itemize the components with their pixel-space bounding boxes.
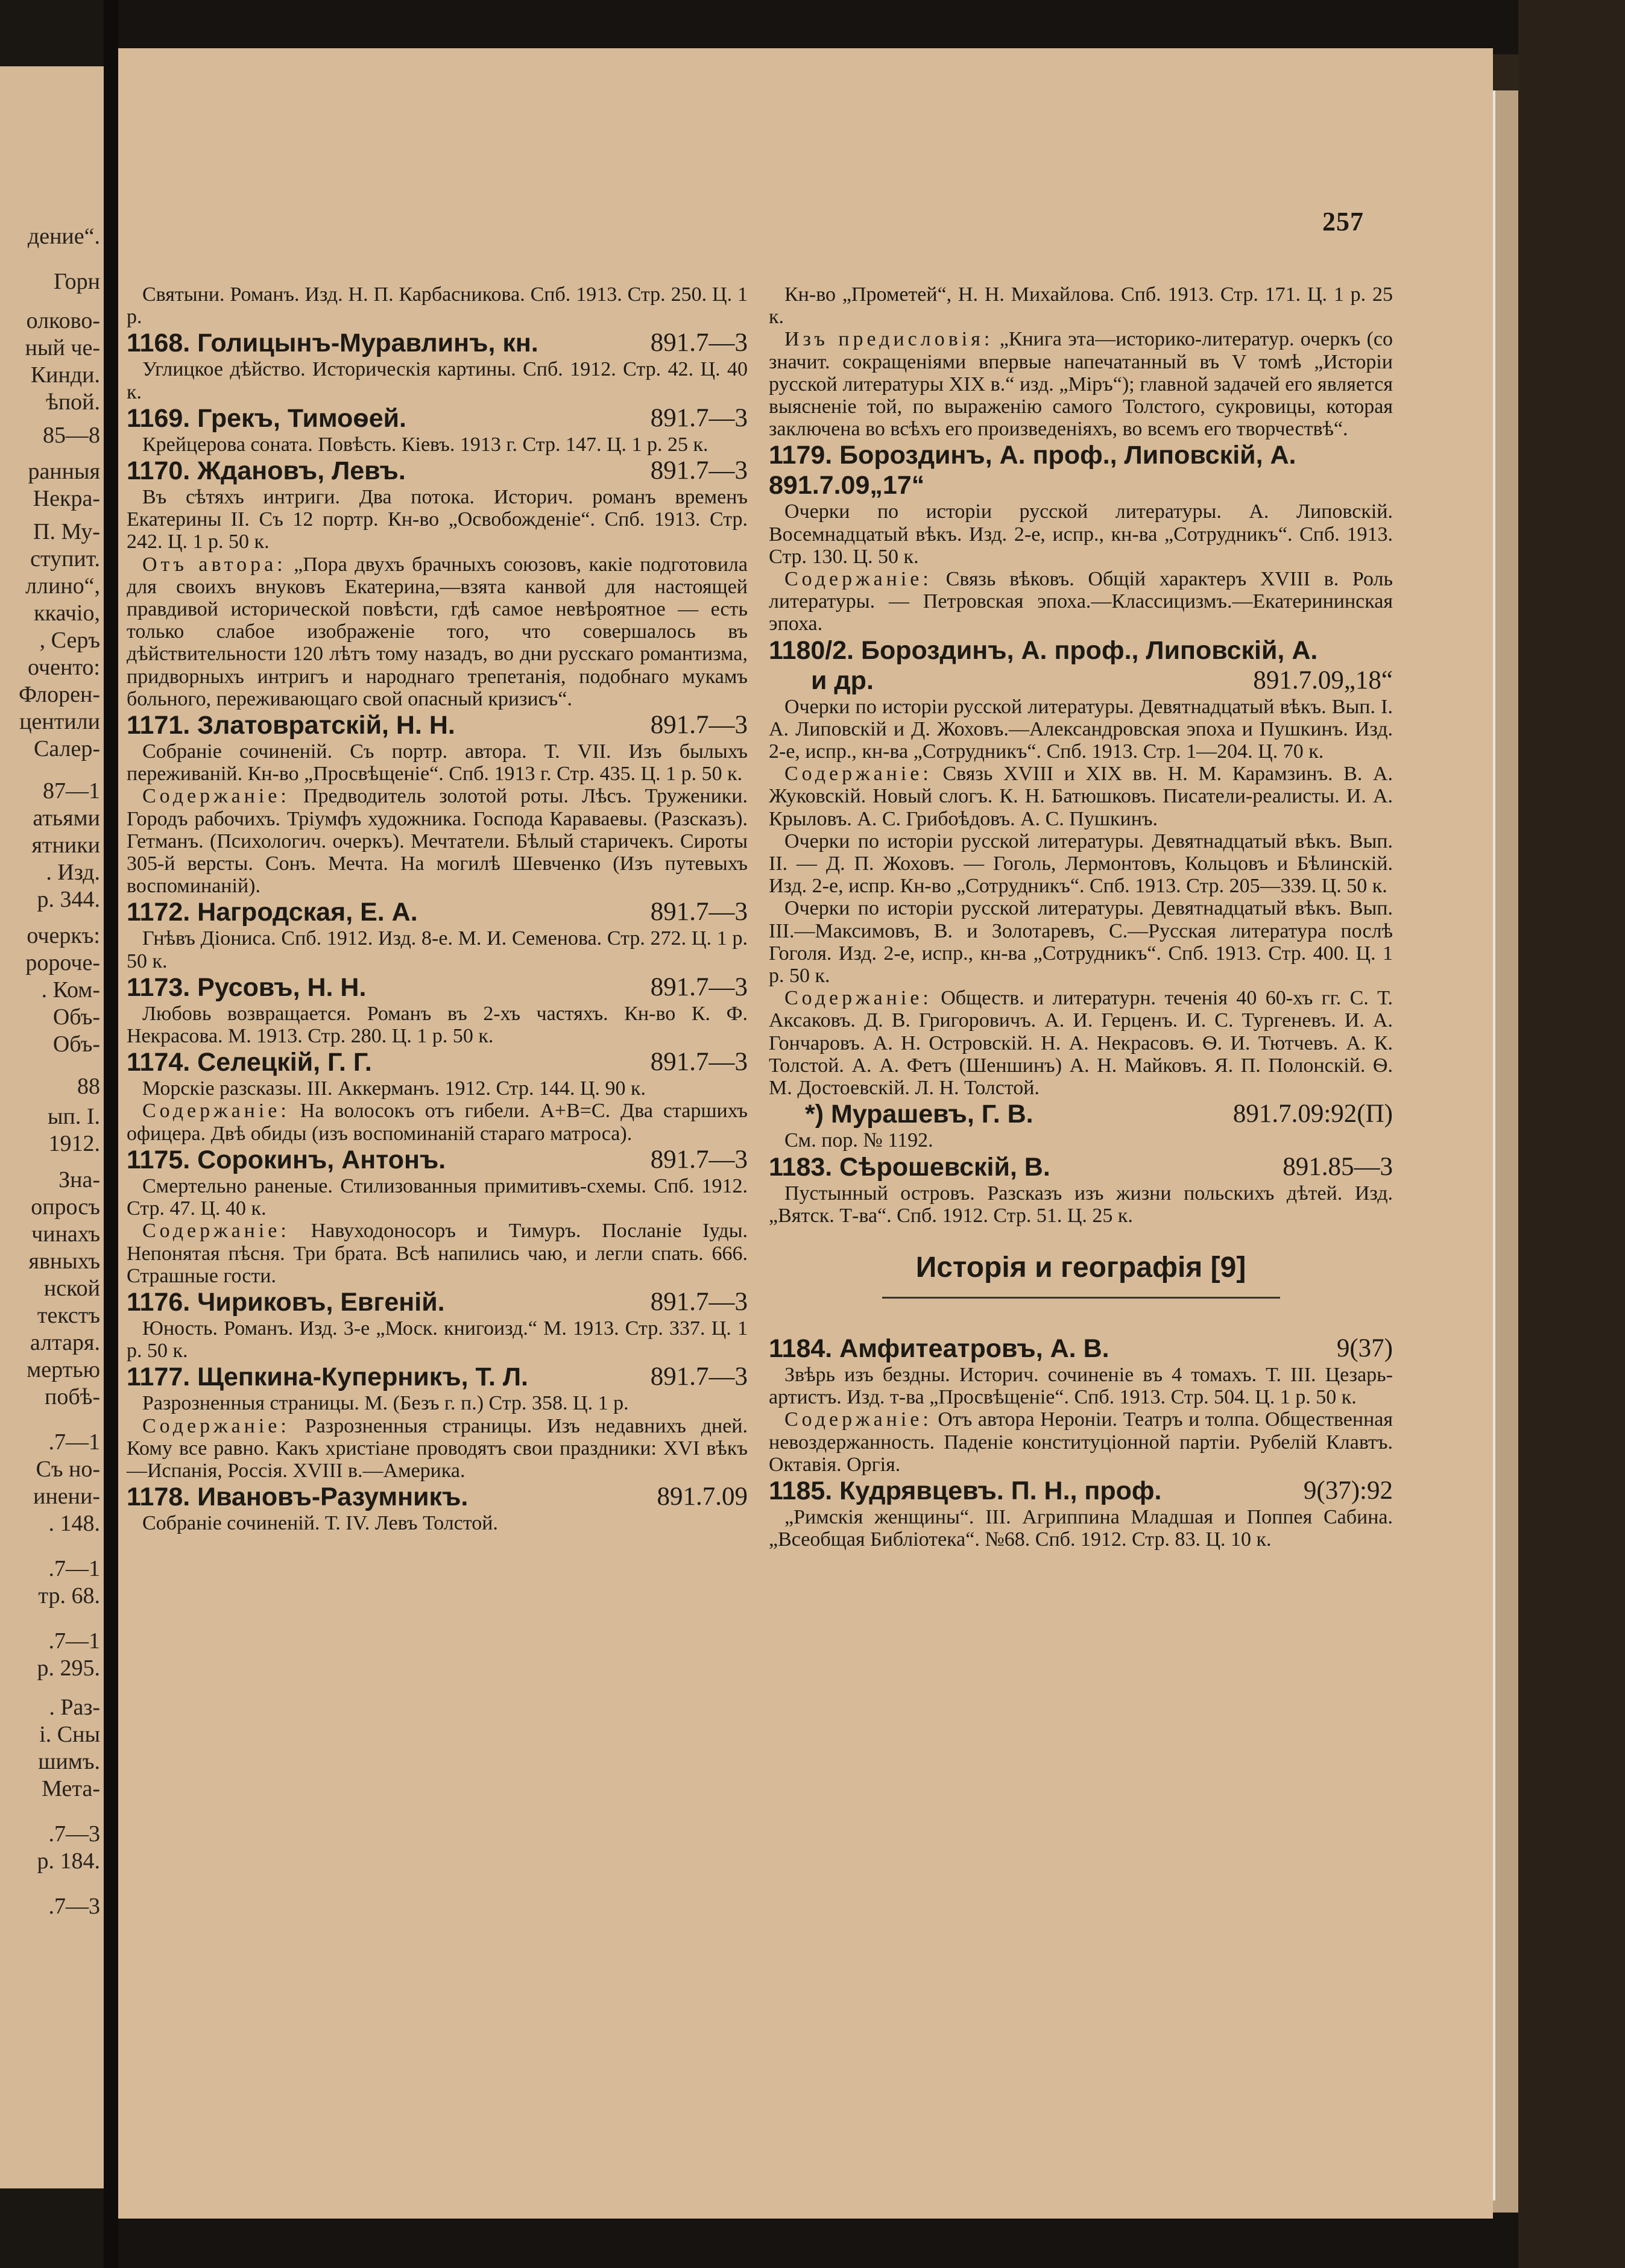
entry-heading: 1170. Ждановъ, Левъ. bbox=[127, 456, 406, 486]
catalog-entry-1180 bbox=[769, 635, 1393, 1100]
entry-heading: 1185. Кудрявцевъ. П. Н., проф. bbox=[769, 1476, 1162, 1505]
facing-page-fragment: очеркъ: bbox=[27, 923, 100, 948]
note-text: „Книга эта—историко-литератур. очеркъ (со значит. сокращеніями впервые напечатанный въ V томѣ „Исторіи русской литературы XIX в.“ изд. „Міръ“); главной задачей его является выясненіе той, по выраженію самого Толстого, сукровицы, которая заключена во всѣхъ его произведеніяхъ, во всемъ его творчествѣ“. bbox=[769, 328, 1393, 441]
facing-page-fragment: ный че- bbox=[25, 335, 100, 361]
facing-page-fragment: Съ но- bbox=[36, 1457, 100, 1482]
facing-page-fragment: дение“. bbox=[27, 224, 100, 249]
right-column bbox=[769, 283, 1393, 1551]
facing-page-fragment: нской bbox=[43, 1276, 100, 1301]
facing-page-fragment: Зна- bbox=[58, 1167, 100, 1192]
facing-page-fragment: Флорен- bbox=[19, 682, 100, 707]
entry-heading: 1179. Бороздинъ, А. проф., Липовскій, А. bbox=[769, 441, 1296, 470]
note-label: Содержаніе: bbox=[142, 1100, 290, 1123]
facing-page-fragment: мертью bbox=[27, 1357, 100, 1382]
facing-page-fragment: .7—3 bbox=[48, 1821, 100, 1847]
note-text: Связь XVIII и XIX вв. Н. М. Карамзинъ. В. А. Жуковскій. Новый слогъ. К. Н. Батюшковъ. Писатели-реалисты. И. А. Крыловъ. А. С. Грибоѣдовъ. А. С. Пушкинъ. bbox=[769, 763, 1393, 830]
facing-page-fragment: р. 344. bbox=[37, 887, 100, 912]
entry-note bbox=[127, 1100, 748, 1144]
facing-page-fragment: оченто: bbox=[28, 655, 100, 680]
entry-continuation: Кн-во „Прометей“, Н. Н. Михайлова. Спб. 1913. Стр. 171. Ц. 1 р. 25 к. bbox=[769, 283, 1393, 329]
note-text: Связь вѣковъ. Общій характеръ XVIII в. Роль литературы. — Петровская эпоха.—Классицизмъ.—Екатерининская эпоха. bbox=[769, 568, 1393, 635]
classification-code: 891.7—3 bbox=[650, 1048, 748, 1077]
facing-page-fragment: і. Сны bbox=[39, 1722, 100, 1747]
facing-page-fragment: ранныя bbox=[28, 459, 100, 484]
entry-description: Любовь возвращается. Романъ въ 2-хъ частяхъ. Кн-во К. Ф. Некрасова. М. 1913. Стр. 280. Ц. 1 р. 50 к. bbox=[127, 1002, 748, 1048]
classification-code: 891.7—3 bbox=[650, 1287, 748, 1316]
classification-code: 891.7.09 bbox=[657, 1482, 748, 1511]
entry-continuation: Святыни. Романъ. Изд. Н. П. Карбасникова. Спб. 1913. Стр. 250. Ц. 1 р. bbox=[127, 283, 748, 329]
entry-heading: 1168. Голицынъ-Муравлинъ, кн. bbox=[127, 329, 538, 358]
catalog-entry-1173 bbox=[127, 972, 748, 1047]
classification-code: 9(37) bbox=[1336, 1334, 1393, 1362]
catalog-entry-1183 bbox=[769, 1152, 1393, 1227]
note-label: Изъ предисловія: bbox=[784, 328, 994, 351]
facing-page-fragment: ророче- bbox=[25, 950, 100, 975]
facing-page-fragment: опросъ bbox=[31, 1194, 100, 1220]
entry-description: Собраніе сочиненій. Съ портр. автора. Т. VII. Изъ былыхъ переживаній. Кн-во „Просвѣщеніе“. Спб. 1913 г. Стр. 435. Ц. 1 р. 50 к. bbox=[127, 740, 748, 786]
left-column bbox=[127, 283, 748, 1534]
entry-description: Смертельно раненые. Стилизованныя примитивъ-схемы. Спб. 1912. Стр. 47. Ц. 40 к. bbox=[127, 1174, 748, 1220]
entry-description: „Римскія женщины“. III. Агриппина Младшая и Поппея Сабина. „Всеобщая Библіотека“. №68. Спб. 1912. Стр. 83. Ц. 10 к. bbox=[769, 1505, 1393, 1551]
entry-heading: 1175. Сорокинъ, Антонъ. bbox=[127, 1145, 446, 1174]
classification-code: 891.7—3 bbox=[650, 972, 748, 1001]
note-label: Содержаніе: bbox=[784, 1408, 932, 1431]
catalog-entry-1171 bbox=[127, 710, 748, 897]
facing-page-fragment: 88 bbox=[77, 1074, 100, 1099]
facing-page-fragment: текстъ bbox=[37, 1303, 100, 1328]
entry-heading: 1183. Сѣрошевскій, В. bbox=[769, 1152, 1050, 1182]
facing-page-fragment: Некра- bbox=[33, 486, 100, 511]
classification-code: 891.85—3 bbox=[1283, 1152, 1393, 1181]
entry-heading: 1177. Щепкина-Куперникъ, Т. Л. bbox=[127, 1362, 528, 1392]
catalog-entry-murashev bbox=[769, 1099, 1393, 1151]
catalog-entry-1185 bbox=[769, 1476, 1393, 1551]
catalog-entry-1176 bbox=[127, 1287, 748, 1362]
facing-page-fragment: ып. І. bbox=[47, 1104, 100, 1129]
catalog-entry-1178 bbox=[127, 1482, 748, 1534]
facing-page-fragment: 1912. bbox=[48, 1131, 100, 1156]
classification-code: 891.7.09„17“ bbox=[769, 471, 925, 500]
entry-heading: 1178. Ивановъ-Разумникъ. bbox=[127, 1482, 469, 1512]
classification-code: 891.7—3 bbox=[650, 898, 748, 927]
entry-note bbox=[127, 1415, 748, 1482]
note-text: Отъ автора Нероніи. Театръ и толпа. Общественная невоздержанность. Паденіе конституціонной партіи. Рубелій Клавтъ. Октавія. Оргія. bbox=[769, 1408, 1393, 1476]
entry-description: Въ сѣтяхъ интриги. Два потока. Историч. романъ временъ Екатерины II. Съ 12 портр. Кн-во „Освобожденіе“. Спб. 1913. Стр. 242. Ц. 1 р. 50 к. bbox=[127, 486, 748, 553]
entry-description: Углицкое дѣйство. Историческія картины. Спб. 1912. Стр. 42. Ц. 40 к. bbox=[127, 358, 748, 403]
page-edge bbox=[1493, 90, 1518, 2213]
facing-page-fragment: тр. 68. bbox=[38, 1583, 100, 1608]
note-text: Обществ. и литературн. теченія 40 60-хъ гг. С. Т. Аксаковъ. Д. В. Григоровичъ. А. И. Герценъ. И. С. Тургеневъ. И. А. Гончаровъ. А. Н. Островскій. Н. А. Некрасовъ. Ѳ. И. Тютчевъ. А. К. Толстой. А. А. Фетъ (Шеншинъ) А. Н. Майковъ. Я. П. Полонскій. Ѳ. М. Достоевскій. Л. Н. Толстой. bbox=[769, 987, 1393, 1100]
entry-heading: 1173. Русовъ, Н. Н. bbox=[127, 972, 367, 1002]
facing-page-fragments bbox=[0, 66, 104, 2188]
facing-page-fragment: алтаря. bbox=[30, 1330, 100, 1355]
entry-note bbox=[127, 1220, 748, 1287]
facing-page-fragment: чинахъ bbox=[31, 1221, 100, 1247]
entry-note bbox=[769, 763, 1393, 830]
entry-description: Гнѣвъ Діониса. Спб. 1912. Изд. 8-е. М. И. Семенова. Стр. 272. Ц. 1 р. 50 к. bbox=[127, 927, 748, 972]
note-label: Содержаніе: bbox=[142, 785, 290, 808]
note-label: Содержаніе: bbox=[142, 1220, 290, 1243]
note-label: Содержаніе: bbox=[142, 1414, 290, 1437]
catalog-entry-1184 bbox=[769, 1334, 1393, 1476]
entry-description: Очерки по исторіи русской литературы. А. Липовскій. Восемнадцатый вѣкъ. Изд. 2-е, испр., кн-ва „Сотрудникъ“. Спб. 1913. Стр. 130. Ц. 50 к. bbox=[769, 500, 1393, 568]
entry-description: Юность. Романъ. Изд. 3-е „Моск. книгоизд.“ М. 1913. Стр. 337. Ц. 1 р. 50 к. bbox=[127, 1317, 748, 1362]
facing-page-fragment: р. 295. bbox=[37, 1655, 100, 1681]
entry-heading: 1171. Златовратскій, Н. Н. bbox=[127, 711, 455, 740]
entry-description: Собраніе сочиненій. Т. IV. Левъ Толстой. bbox=[142, 1512, 498, 1535]
facing-page-fragment: .7—3 bbox=[48, 1894, 100, 1919]
entry-description: Очерки по исторіи русской литературы. Девятнадцатый вѣкъ. Вып. I. А. Липовскій и Д. Жоховъ.—Александровская эпоха и Пушкинъ. Изд. 2-е, испр., кн-ва „Сотрудникъ“. Спб. 1913. Стр. 1—204. Ц. 70 к. bbox=[769, 695, 1393, 763]
facing-page-fragment: Горн bbox=[54, 269, 100, 294]
catalog-entry-1179 bbox=[769, 440, 1393, 635]
classification-code: 891.7.09„18“ bbox=[1253, 666, 1393, 695]
note-label: Содержаніе: bbox=[784, 763, 932, 786]
facing-page-fragment: . Изд. bbox=[46, 860, 100, 885]
entry-heading: 1180/2. Бороздинъ, А. проф., Липовскій, А. bbox=[769, 635, 1318, 665]
section-rule bbox=[882, 1297, 1280, 1299]
note-text: Предводитель золотой роты. Лѣсъ. Труженики. Городъ рабочихъ. Тріумфъ художника. Господа Караваевы. (Разсказъ). Гетманъ. (Психологич. очеркъ). Мечтатели. Бѣлый старичекъ. Сироты 305-й версты. Сонъ. Мечта. На могилѣ Шевченко (Изъ путевыхъ воспоминаній). bbox=[127, 785, 748, 898]
facing-page-fragment: Объ- bbox=[52, 1032, 100, 1057]
facing-page-fragment: ступит. bbox=[30, 546, 100, 572]
entry-description: Очерки по исторіи русской литературы. Девятнадцатый вѣкъ. Вып. III.—Максимовъ, В. и Золотаревъ, С.—Русская литература послѣ Гоголя. Изд. 2-е, испр., кн-ва „Сотрудникъ“. Спб. 1913. Стр. 400. Ц. 1 р. 50 к. bbox=[769, 897, 1393, 988]
entry-heading: 1169. Грекъ, Тимоѳей. bbox=[127, 403, 406, 433]
note-text: „Пора двухъ брачныхъ союзовъ, какіе подготовила для своихъ внуковъ Екатерина,—взята канвой для настоящей правдивой исторической повѣсти, гдѣ самое невѣроятное — есть только слабое изображеніе того, что совершалось въ дѣйствительности 120 лѣтъ тому назадъ, во дни русскаго романтизма, придворныхъ интригъ и народнаго трепетанія, подобнаго мукамъ больного, переживающаго свой опасный кризисъ“. bbox=[127, 553, 748, 710]
catalog-entry-1177 bbox=[127, 1362, 748, 1482]
classification-code: 891.7—3 bbox=[650, 456, 748, 485]
entry-heading: 1184. Амфитеатровъ, А. В. bbox=[769, 1334, 1109, 1363]
entry-note bbox=[769, 568, 1393, 635]
facing-page-fragment: 87—1 bbox=[43, 778, 100, 804]
facing-page-fragment: ккачіо, bbox=[34, 600, 100, 626]
catalog-entry-1175 bbox=[127, 1145, 748, 1287]
entry-note bbox=[127, 553, 748, 710]
book-gutter bbox=[104, 0, 118, 2268]
facing-page-fragment: ѣпой. bbox=[46, 389, 100, 415]
entry-heading-cont: и др. bbox=[811, 666, 874, 695]
note-label: Отъ автора: bbox=[142, 553, 286, 576]
entry-note bbox=[769, 1408, 1393, 1476]
note-text: Разрозненныя страницы. Изъ недавнихъ дней. Кому все равно. Какъ христіане проводятъ свои праздники: XVI вѣкъ—Испанія, Россія. XVIII в.—Америка. bbox=[127, 1414, 748, 1482]
entry-heading: 1174. Селецкій, Г. Г. bbox=[127, 1048, 372, 1077]
book-cover-right bbox=[1518, 0, 1625, 2268]
entry-description: Звѣрь изъ бездны. Историч. сочиненіе въ 4 томахъ. Т. III. Цезарь-артистъ. Изд. т-ва „Просвѣщеніе“. Спб. 1913. Стр. 504. Ц. 1 р. 50 к. bbox=[769, 1363, 1393, 1409]
catalog-entry-1169 bbox=[127, 403, 748, 456]
facing-page-fragment: . Ком- bbox=[41, 977, 100, 1003]
entry-heading: 1176. Чириковъ, Евгеній. bbox=[127, 1287, 445, 1317]
facing-page-fragment: .7—1 bbox=[48, 1429, 100, 1455]
facing-page-fragment: . Раз- bbox=[49, 1695, 100, 1720]
facing-page-fragment: инени- bbox=[33, 1484, 100, 1509]
classification-code: 891.7—3 bbox=[650, 329, 748, 358]
entry-description: См. пор. № 1192. bbox=[784, 1129, 933, 1152]
facing-page-fragment: центили bbox=[19, 709, 100, 734]
facing-page-fragment: , Серъ bbox=[39, 628, 100, 653]
entry-description: Очерки по исторіи русской литературы. Девятнадцатый вѣкъ. Вып. II. — Д. П. Жоховъ. — Гоголь, Лермонтовъ, Кольцовъ и Бѣлинскій. Изд. 2-е, испр. Кн-во „Сотрудникъ“. Спб. 1913. Стр. 205—339. Ц. 50 к. bbox=[769, 830, 1393, 898]
entry-note bbox=[769, 328, 1393, 440]
page-number: 257 bbox=[1322, 207, 1364, 236]
facing-page-fragment: олково- bbox=[26, 308, 100, 333]
entry-description: Пустынный островъ. Разсказъ изъ жизни польскихъ дѣтей. Изд. „Вятск. Т-ва“. Спб. 1912. Стр. 51. Ц. 25 к. bbox=[769, 1182, 1393, 1227]
entry-note bbox=[127, 785, 748, 897]
entry-description: Морскіе разсказы. III. Аккерманъ. 1912. Стр. 144. Ц. 90 к. bbox=[142, 1077, 646, 1100]
facing-page-fragment: Объ- bbox=[52, 1004, 100, 1030]
facing-page-fragment: атьями bbox=[33, 805, 100, 831]
catalog-entry-1172 bbox=[127, 897, 748, 972]
classification-code: 891.7—3 bbox=[650, 403, 748, 432]
facing-page-fragment: явныхъ bbox=[28, 1249, 100, 1274]
section-heading: Исторія и географія [9] bbox=[915, 1251, 1246, 1284]
classification-code: 891.7—3 bbox=[650, 1362, 748, 1391]
note-label: Содержаніе: bbox=[784, 568, 932, 591]
entry-heading: *) Мурашевъ, Г. В. bbox=[805, 1100, 1033, 1129]
entry-heading: 1172. Нагродская, Е. А. bbox=[127, 898, 418, 927]
facing-page-fragment: П. Му- bbox=[33, 519, 100, 544]
facing-page-fragment: ллино“, bbox=[25, 573, 100, 599]
facing-page-fragment: .7—1 bbox=[48, 1628, 100, 1654]
classification-code: 9(37):92 bbox=[1303, 1476, 1393, 1505]
catalog-entry-1168 bbox=[127, 328, 748, 403]
facing-page-fragment: Кинди. bbox=[30, 362, 100, 388]
facing-page-fragment: ятники bbox=[31, 833, 100, 858]
catalog-entry-1174 bbox=[127, 1047, 748, 1145]
facing-page-fragment: .7—1 bbox=[48, 1556, 100, 1581]
entry-description: Разрозненныя страницы. М. (Безъ г. п.) Стр. 358. Ц. 1 р. bbox=[142, 1392, 629, 1415]
facing-page-fragment: р. 184. bbox=[37, 1848, 100, 1874]
note-text: На волосокъ отъ гибели. А+В=С. Два старшихъ офицера. Двѣ обиды (изъ воспоминаній стараго матроса). bbox=[127, 1100, 748, 1145]
entry-description: Крейцерова соната. Повѣсть. Кіевъ. 1913 г. Стр. 147. Ц. 1 р. 25 к. bbox=[142, 433, 708, 456]
facing-page-fragment: Салер- bbox=[33, 736, 100, 761]
classification-code: 891.7.09:92(П) bbox=[1232, 1100, 1393, 1129]
facing-page-fragment: побѣ- bbox=[45, 1384, 100, 1410]
entry-note bbox=[769, 987, 1393, 1099]
facing-page-fragment: шимъ. bbox=[38, 1749, 100, 1774]
note-text: Навуходоносоръ и Тимуръ. Посланіе Іуды. Непонятая пѣсня. Три брата. Всѣ напились чаю, и легли спать. 666. Страшные гости. bbox=[127, 1220, 748, 1287]
facing-page-fragment: . 148. bbox=[48, 1511, 100, 1536]
catalog-entry-1170 bbox=[127, 456, 748, 710]
note-label: Содержаніе: bbox=[784, 987, 932, 1010]
facing-page-fragment: Мета- bbox=[42, 1776, 100, 1801]
classification-code: 891.7—3 bbox=[650, 711, 748, 740]
facing-page-fragment: 85—8 bbox=[43, 423, 100, 448]
classification-code: 891.7—3 bbox=[650, 1145, 748, 1174]
